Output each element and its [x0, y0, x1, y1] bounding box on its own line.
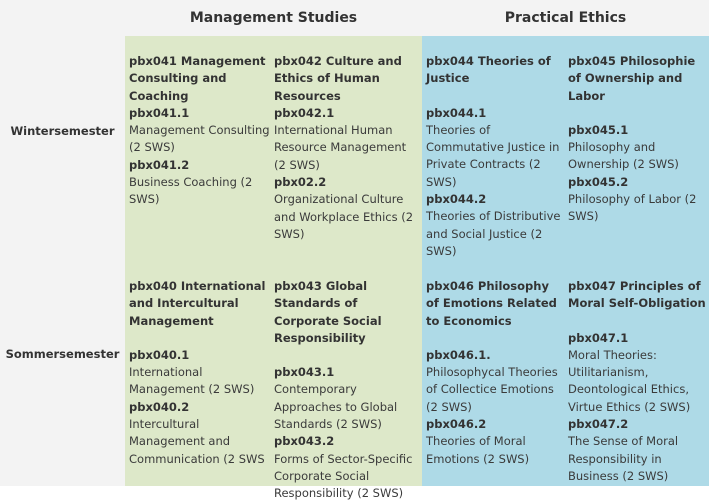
course-description: Theories of Moral Emotions (2 SWS) [426, 434, 530, 466]
module-pbx045 [568, 53, 706, 226]
module-pbx046 [426, 278, 564, 468]
module-title: pbx042 Culture and Ethics of Human Resources [274, 54, 402, 103]
course-code: pbx046.1. [426, 347, 491, 362]
course-description: Philosophycal Theories of Collectice Emotions (2 SWS) [426, 365, 558, 414]
course-code: pbx047.2 [568, 417, 629, 432]
module-pbx043 [274, 278, 420, 503]
course-description: Philosophy of Labor (2 SWS) [568, 192, 697, 224]
module-pbx044 [426, 53, 564, 260]
course-code: pbx041.1 [129, 105, 190, 120]
course-code: pbx044.1 [426, 105, 487, 120]
practical-ethics-header: Practical Ethics [504, 10, 627, 26]
course-description: Management Consulting (2 SWS) [129, 123, 270, 155]
course-description: Forms of Sector-Specific Corporate Social Responsibility (2 SWS) [274, 451, 413, 501]
module-title: pbx044 Theories of Justice [426, 54, 551, 86]
course-code: pbx042.1 [274, 105, 335, 120]
module-title: pbx043 Global Standards of Corporate Social Responsibility [274, 279, 382, 345]
course-code: pbx044.2 [426, 192, 487, 207]
wintersemester-label: Wintersemester [10, 124, 115, 138]
course-code: pbx040.1 [129, 347, 190, 362]
course-code: pbx046.2 [426, 417, 487, 432]
course-description: The Sense of Moral Responsibility in Business (2 SWS) [568, 434, 679, 483]
course-description: Theories of Commutative Justice in Private Contracts (2 SWS) [426, 122, 560, 189]
course-code: pbx040.2 [129, 399, 190, 414]
course-code: pbx045.1 [568, 122, 629, 137]
course-code: pbx041.2 [129, 157, 190, 172]
module-pbx042 [274, 53, 420, 243]
course-description: Moral Theories: Utilitarianism, Deontological Ethics, Virtue Ethics (2 SWS) [568, 347, 691, 414]
module-pbx047 [568, 278, 706, 485]
module-title: pbx040 International and Intercultural Management [129, 279, 266, 328]
module-title: pbx045 Philosophie of Ownership and Labor [568, 54, 696, 103]
course-code: pbx047.1 [568, 330, 629, 345]
course-description: Intercultural Management and Communication (2 SWS [129, 417, 265, 466]
course-description: Philosophy and Ownership (2 SWS) [568, 140, 679, 172]
course-description: International Human Resource Management (2 SWS) [274, 123, 407, 172]
module-title: pbx047 Principles of Moral Self-Obligation [568, 279, 706, 311]
module-pbx040 [129, 278, 273, 468]
module-pbx041 [129, 53, 273, 209]
module-title: pbx041 Management Consulting and Coaching [129, 54, 266, 103]
course-code: pbx045.2 [568, 174, 629, 189]
sommersemester-label: Sommersemester [5, 347, 120, 361]
course-code: pbx043.2 [274, 434, 335, 449]
course-description: International Management (2 SWS) [129, 365, 255, 397]
course-code: pbx043.1 [274, 365, 335, 380]
course-description: Contemporary Approaches to Global Standards (2 SWS) [274, 382, 398, 432]
course-code: pbx02.2 [274, 175, 327, 190]
course-description: Theories of Distributive and Social Justice (2 SWS) [426, 209, 561, 258]
management-studies-header: Management Studies [189, 10, 358, 26]
module-title: pbx046 Philosophy of Emotions Related to Economics [426, 279, 557, 328]
course-description: Organizational Culture and Workplace Ethics (2 SWS) [274, 192, 414, 241]
course-description: Business Coaching (2 SWS) [129, 175, 253, 207]
